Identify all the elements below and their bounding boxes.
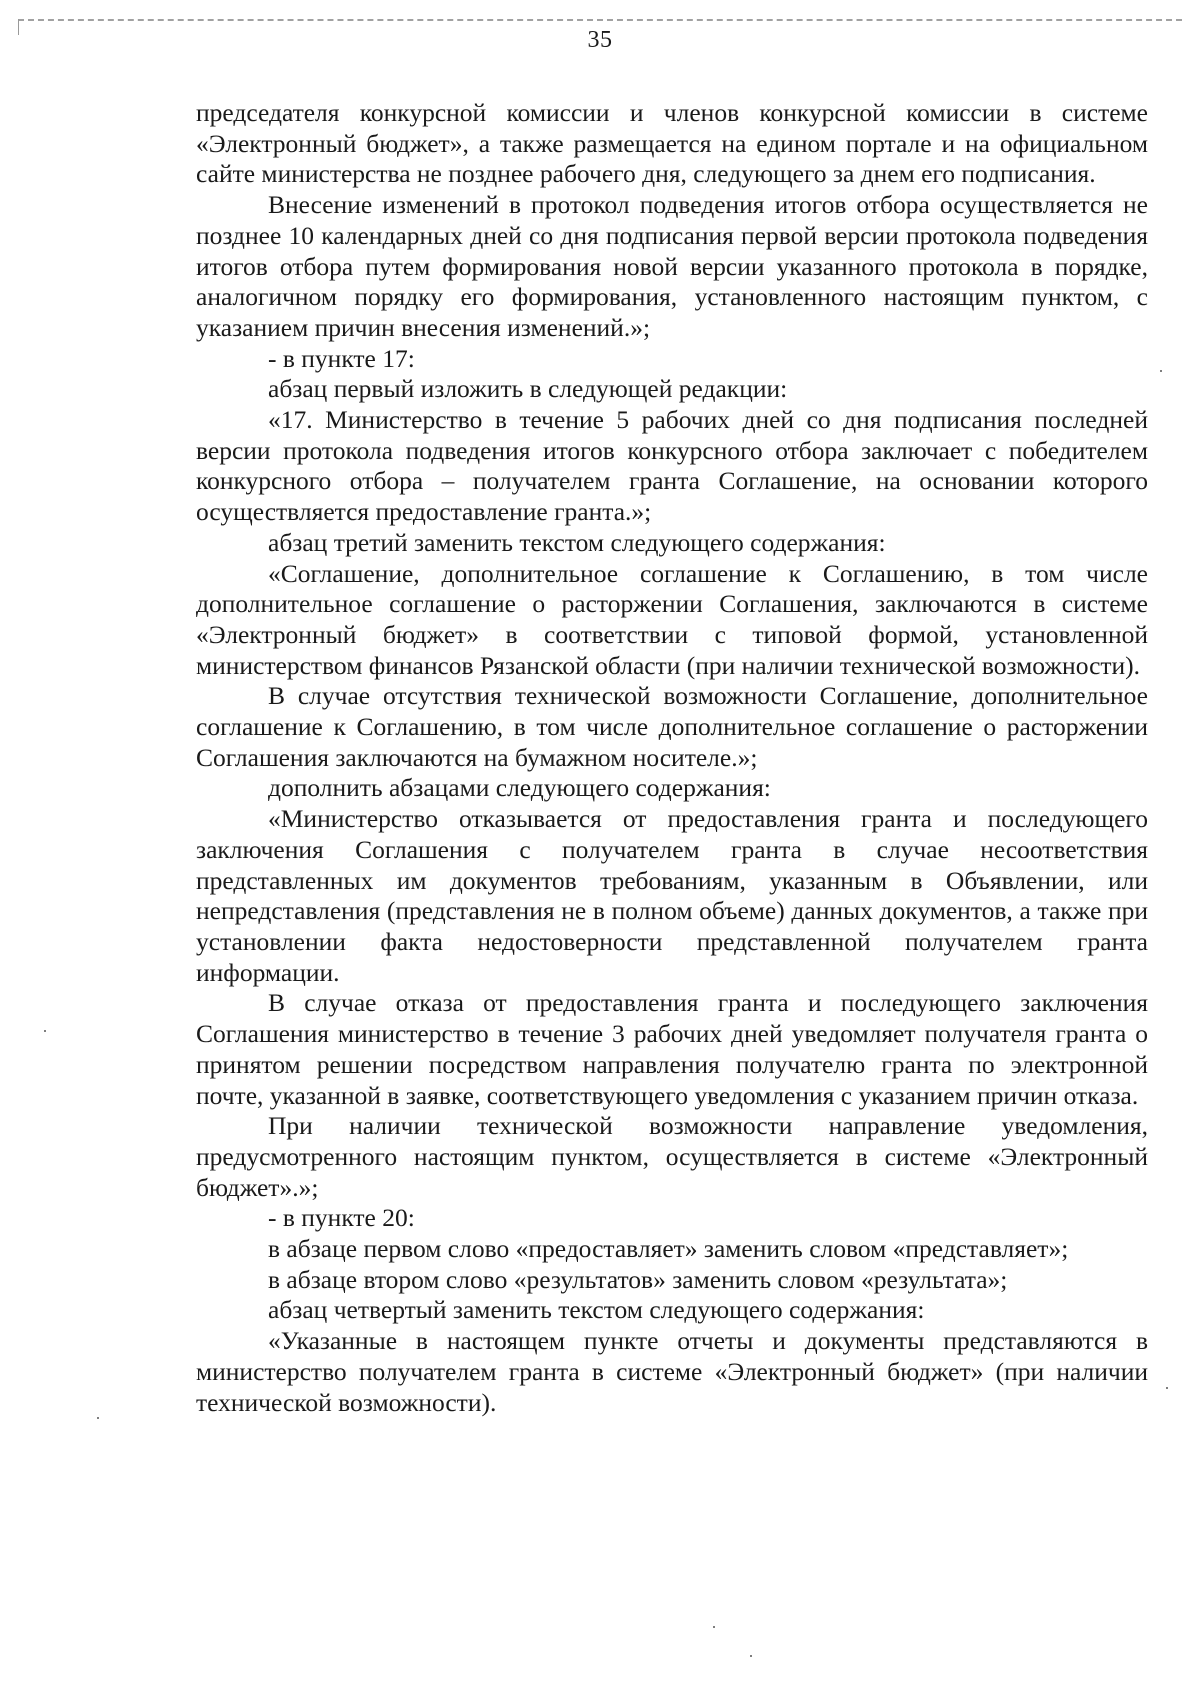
document-body <box>196 98 1148 1418</box>
paragraph-17: «Указанные в настоящем пункте отчеты и документы представляются в министерство получателем гранта в системе «Электронный бюджет» (при наличии технической возможности). <box>196 1326 1148 1417</box>
paragraph-10: «Министерство отказывается от предоставления гранта и последующего заключения Соглашения с получателем гранта в случае несоответствия представленных им документов требованиям, указанным в Объявлении, или непредставления (представления не в полном объеме) данных документов, а также при установлении факта недостоверности представленной получателем гранта информации. <box>196 804 1148 987</box>
paragraph-8: В случае отсутствия технической возможности Соглашение, дополнительное соглашение к Соглашению, в том числе дополнительное соглашение о расторжении Соглашения заключаются на бумажном носителе.»; <box>196 681 1148 772</box>
paragraph-4: абзац первый изложить в следующей редакции: <box>268 374 788 404</box>
paragraph-9: дополнить абзацами следующего содержания: <box>268 773 771 803</box>
paragraph-11: В случае отказа от предоставления гранта и последующего заключения Соглашения министерство в течение 3 рабочих дней уведомляет получателя гранта о принятом решении посредством направления получателю гранта по электронной почте, указанной в заявке, соответствующего уведомления с указанием причин отказа. <box>196 988 1148 1110</box>
paragraph-5: «17. Министерство в течение 5 рабочих дней со дня подписания последней версии протокола подведения итогов конкурсного отбора заключает с победителем конкурсного отбора – получателем гранта Соглашение, на основании которого осуществляется предоставление гранта.»; <box>196 405 1148 527</box>
scan-speck <box>97 1417 99 1419</box>
scan-speck <box>713 1626 715 1628</box>
paragraph-14: в абзаце первом слово «предоставляет» заменить словом «представляет»; <box>268 1234 1069 1264</box>
scan-speck <box>1160 370 1162 372</box>
scan-speck <box>44 1030 46 1032</box>
paragraph-2: Внесение изменений в протокол подведения итогов отбора осуществляется не позднее 10 календарных дней со дня подписания первой версии протокола подведения итогов отбора путем формирования новой версии указанного протокола в порядке, аналогичном порядку его формирования, установленного настоящим пунктом, с указанием причин внесения изменений.»; <box>196 190 1148 342</box>
page-number: 35 <box>587 27 613 53</box>
paragraph-16: абзац четвертый заменить текстом следующего содержания: <box>268 1295 925 1325</box>
scan-speck <box>750 1655 752 1657</box>
paragraph-13: - в пункте 20: <box>268 1203 415 1233</box>
scan-speck <box>1166 1387 1168 1389</box>
paragraph-6: абзац третий заменить текстом следующего содержания: <box>268 527 886 557</box>
scan-top-border <box>18 19 1182 21</box>
paragraph-3: - в пункте 17: <box>268 343 415 373</box>
paragraph-1: председателя конкурсной комиссии и членов конкурсной комиссии в системе «Электронный бюджет», а также размещается на едином портале и на официальном сайте министерства не позднее рабочего дня, следующего за днем его подписания. <box>196 98 1148 189</box>
paragraph-12: При наличии технической возможности направление уведомления, предусмотренного настоящим пунктом, осуществляется в системе «Электронный бюджет».»; <box>196 1111 1148 1202</box>
paragraph-7: «Соглашение, дополнительное соглашение к Соглашению, в том числе дополнительное соглашение о расторжении Соглашения, заключаются в системе «Электронный бюджет» в соответствии с типовой формой, установленной министерством финансов Рязанской области (при наличии технической возможности). <box>196 558 1148 680</box>
paragraph-15: в абзаце втором слово «результатов» заменить словом «результата»; <box>268 1264 1008 1294</box>
